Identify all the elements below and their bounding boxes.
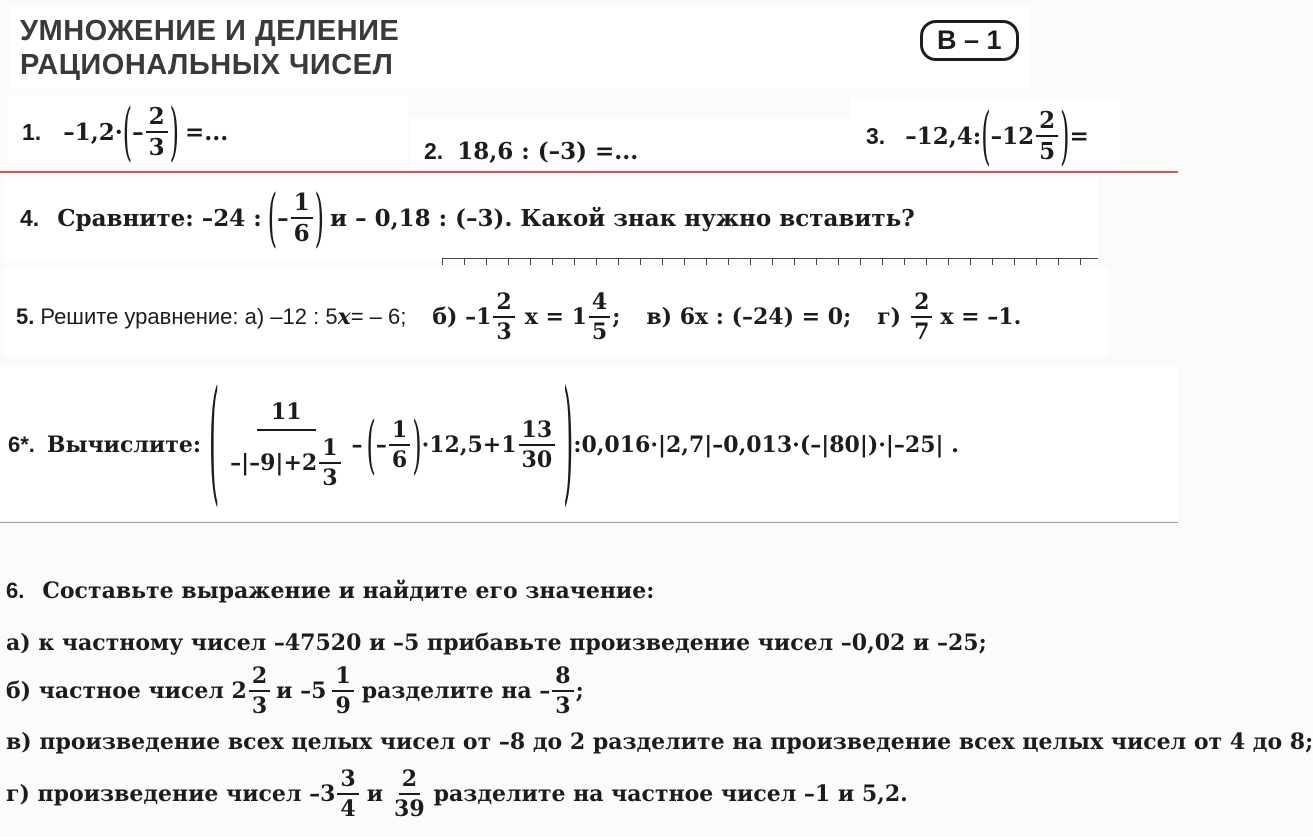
task-6-number: 6. bbox=[6, 578, 25, 603]
task-5-x: x bbox=[337, 304, 351, 330]
task-4-number: 4. bbox=[20, 204, 40, 231]
task-6star-number: 6*. bbox=[8, 432, 35, 457]
task-1-numerator: 2 bbox=[146, 105, 168, 133]
task-1-fraction bbox=[146, 105, 168, 159]
task-3-number: 3. bbox=[866, 122, 886, 149]
task-5-b-fraction: $\frac{2}{3}$ bbox=[493, 291, 514, 343]
task-1-denominator: 3 bbox=[148, 134, 165, 161]
task-6-b: б) частное чисел 2 $\frac{2}{3}$ и –5 $\frac{1}{9}$ разделите на – $\frac{8}{3}$ ; bbox=[6, 663, 584, 719]
task-4-paren: ( – $\frac{1}{6}$ ) bbox=[267, 181, 325, 255]
task-5-number: 5. bbox=[16, 304, 35, 329]
task-5-part-c: в) 6x : (–24) = 0; bbox=[646, 304, 852, 330]
task-5-d-fraction: $\frac{2}{7}$ bbox=[911, 291, 932, 343]
divider bbox=[0, 522, 1178, 523]
task-3-factor: –12,4: bbox=[905, 122, 982, 150]
task-5-b-end: ; bbox=[612, 304, 621, 330]
task-4-text-a: Сравните: –24 : bbox=[57, 204, 262, 232]
task-3 bbox=[866, 99, 1089, 173]
task-2 bbox=[424, 138, 638, 165]
task-6star-mixed-fraction: $\frac{13}{30}$ bbox=[519, 419, 556, 471]
task-1-minus: – bbox=[132, 118, 144, 146]
task-6star-label: Вычислите: bbox=[46, 432, 201, 458]
task-5-part-a: Решите уравнение: а) –12 : 5 bbox=[40, 304, 338, 329]
task-4-text-b: и – 0,18 : (–3). Какой знак нужно вставить? bbox=[330, 204, 915, 232]
task-3-denominator: 5 bbox=[1039, 138, 1056, 165]
task-3-fraction bbox=[1036, 109, 1058, 163]
task-6-d: г) произведение чисел –3 $\frac{3}{4}$ и $\frac{2}{39}$ разделите на частное чисел –1 и 5,2. bbox=[6, 766, 908, 822]
task-1-factor: –1,2· bbox=[63, 118, 123, 146]
title-line2: РАЦИОНАЛЬНЫХ ЧИСЕЛ bbox=[20, 49, 394, 81]
task-1-tail: =... bbox=[184, 118, 229, 146]
task-6-star bbox=[8, 367, 959, 523]
task-6-heading-row bbox=[6, 574, 1313, 608]
task-6-a: а) к частному чисел –47520 и –5 прибавьте произведение чисел –0,02 и –25; bbox=[6, 630, 987, 656]
task-4-denominator: 6 bbox=[293, 220, 310, 247]
task-5-d-end: x = –1. bbox=[940, 304, 1022, 330]
task-2-number: 2. bbox=[424, 138, 444, 164]
task-6star-inner-paren: ( – $\frac{1}{6}$ ) bbox=[366, 408, 422, 482]
task-6-heading: Составьте выражение и найдите его значение: bbox=[42, 578, 655, 604]
task-1 bbox=[22, 95, 229, 169]
task-4-fraction bbox=[291, 191, 313, 245]
task-5-eq-a: = – 6; bbox=[350, 304, 407, 329]
task-3-numerator: 2 bbox=[1036, 109, 1058, 137]
task-3-paren: ( –12 $\frac{2}{5}$ ) bbox=[981, 99, 1070, 173]
task-6-c: в) произведение всех целых чисел от –8 до 2 разделите на произведение всех целых чисел от 4 до 8; bbox=[6, 729, 1313, 755]
task-6star-tail: :0,016·|2,7|–0,013·(–|80|)·|–25| . bbox=[573, 432, 959, 458]
title-line1: УМНОЖЕНИЕ И ДЕЛЕНИЕ bbox=[20, 15, 400, 47]
task-5-d-pre: г) bbox=[877, 304, 902, 330]
task-6star-big-fraction: 11 –|–9|+2 $\frac{1}{3}$ bbox=[227, 401, 345, 489]
page-title bbox=[20, 14, 399, 82]
cut-line bbox=[0, 171, 1178, 173]
task-3-tail: = bbox=[1069, 122, 1089, 150]
task-6star-minus: – bbox=[351, 432, 363, 458]
variant-badge: В – 1 bbox=[920, 20, 1019, 61]
task-2-text: 18,6 : (–3) =... bbox=[457, 138, 639, 165]
task-4-numerator: 1 bbox=[291, 191, 313, 219]
task-5 bbox=[16, 286, 1021, 348]
task-3-whole: –12 bbox=[990, 122, 1035, 150]
task-6star-mid: ·12,5+1 bbox=[421, 432, 517, 458]
task-6star-big-denominator: –|–9|+2 $\frac{1}{3}$ bbox=[227, 431, 345, 489]
task-4 bbox=[20, 181, 915, 255]
task-5-b-fraction2: $\frac{4}{5}$ bbox=[589, 291, 610, 343]
task-5-b-pre: б) –1 bbox=[432, 304, 492, 330]
ruler-edge bbox=[442, 258, 1098, 265]
task-6 bbox=[6, 574, 1313, 826]
task-1-paren: ( – $\frac{2}{3}$ ) bbox=[122, 95, 179, 169]
task-4-minus: – bbox=[277, 204, 289, 232]
task-1-number: 1. bbox=[22, 118, 42, 145]
task-6star-big-paren: ( 11 –|–9|+2 $\frac{1}{3}$ – ( – $\frac{1}{6}$ ) ·12,5+1 $\frac{13}{30}$ ) bbox=[208, 367, 574, 523]
task-5-b-mid: x = 1 bbox=[524, 304, 587, 330]
